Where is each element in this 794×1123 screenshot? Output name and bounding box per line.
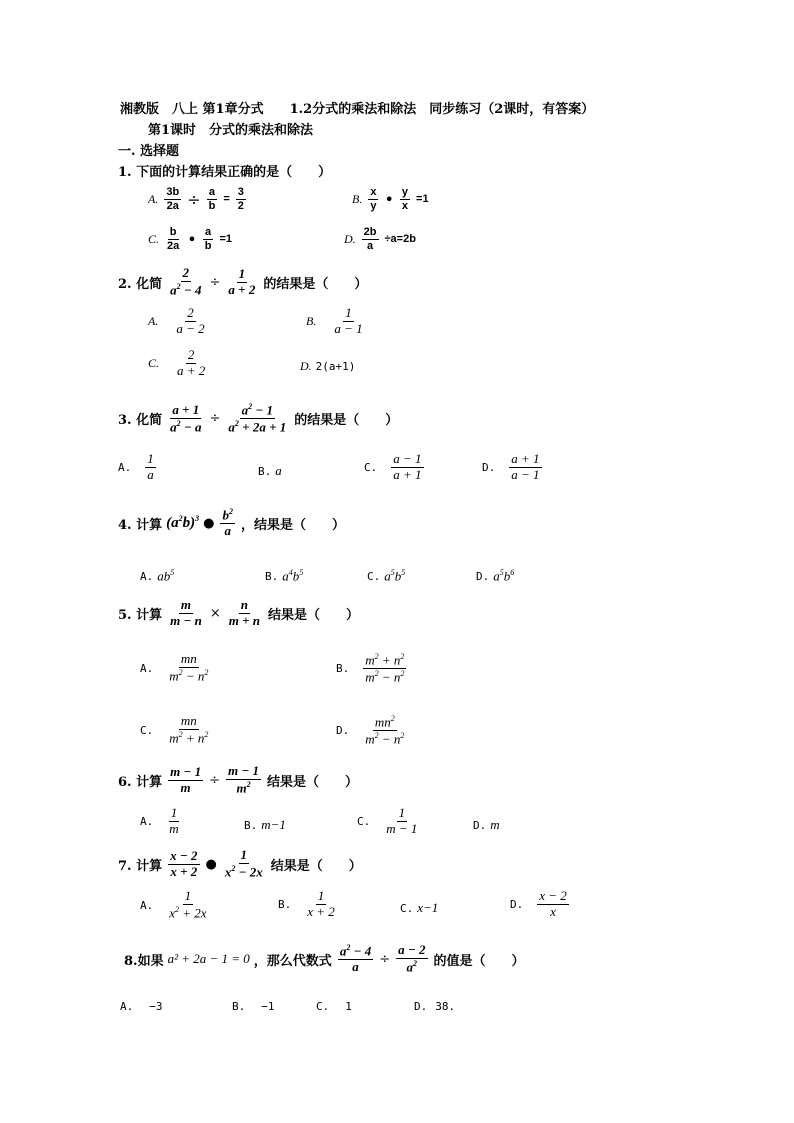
- q3-option-d: D. $\frac{a + 1}{a - 1}$: [482, 451, 540, 482]
- q1-option-c: C. $\frac{b}{2a}$ • $\frac{a}{b}$ =1: [148, 226, 232, 252]
- q8-option-b: B. −1: [232, 1000, 275, 1013]
- q1-option-b: B. $\frac{x}{y}$ • $\frac{y}{x}$ =1: [352, 186, 429, 212]
- q4-option-c: C. $a^5b^5$: [367, 568, 406, 584]
- q3-option-a: A. $\frac{1}{a}$: [118, 451, 154, 482]
- q2-option-a: A. $\frac{2}{a - 2}$: [148, 305, 205, 336]
- q2-option-c: C. $\frac{2}{a + 2}$: [148, 347, 206, 378]
- q5-stem: 5. 计算 $\frac{m}{m - n}$ × $\frac{n}{m + n}$ 结果是（ ）: [118, 597, 360, 628]
- q6-option-b: B. m−1: [244, 817, 286, 832]
- q7-option-c: C. x−1: [400, 900, 439, 915]
- q7-option-b: B. $\frac{1}{x + 2}$: [278, 888, 335, 919]
- q7-option-d: D. $\frac{x - 2}{x}$: [510, 888, 567, 919]
- q8-option-d: D. 38.: [414, 1000, 456, 1013]
- q5-option-c: C. $\frac{mn}{m^2 + n^2}$: [140, 713, 209, 746]
- q8-option-c: C. 1: [316, 1000, 352, 1013]
- q4-option-d: D. $a^5b^6$: [476, 568, 515, 584]
- q6-option-c: C. $\frac{1}{m - 1}$: [357, 805, 418, 836]
- q3-option-c: C. $\frac{a - 1}{a + 1}$: [364, 451, 422, 482]
- q3-option-b: B. a: [258, 463, 282, 478]
- q4-stem: 4. 计算 $(a^2b)^3$ ● $\frac{b^2}{a}$ ，结果是（ ）: [118, 507, 345, 539]
- q5-option-d: D. $\frac{mn^2}{m^2 - n^2}$: [336, 714, 405, 747]
- q3-stem: 3. 化简 $\frac{a + 1}{a^2 - a}$ ÷ $\frac{a^2 - 1}{a^2 + 2a + 1}$ 的结果是（ ）: [118, 401, 399, 435]
- q1-option-d: D. $\frac{2b}{a}$ ÷a=2b: [344, 226, 416, 252]
- q1-stem: 1. 下面的计算结果正确的是（ ）: [118, 165, 332, 180]
- document-title: 湘教版 八上 第1章分式 1.2分式的乘法和除法 同步练习（2课时，有答案）: [120, 102, 595, 117]
- q5-option-b: B. $\frac{m^2 + n^2}{m^2 - n^2}$: [336, 652, 405, 685]
- q2-option-b: B. $\frac{1}{a - 1}$: [306, 305, 363, 336]
- q7-stem: 7. 计算 $\frac{x - 2}{x + 2}$ ● $\frac{1}{x^2 - 2x}$ 结果是（ ）: [118, 847, 362, 880]
- lesson-subtitle: 第1课时 分式的乘法和除法: [148, 123, 314, 138]
- q5-option-a: A. $\frac{mn}{m^2 - n^2}$: [140, 651, 209, 684]
- q6-option-a: A. $\frac{1}{m}$: [140, 805, 179, 836]
- q8-option-a: A. −3: [120, 1000, 163, 1013]
- q7-option-a: A. $\frac{1}{x^2 + 2x}$: [140, 888, 207, 921]
- q8-stem: 8.如果 a² + 2a − 1 = 0 ，那么代数式 $\frac{a^2 - 4}{a}$ ÷ $\frac{a - 2}{a^2}$ 的值是（ ）: [124, 942, 525, 975]
- section-heading: 一. 选择题: [118, 144, 180, 159]
- q4-option-b: B. $a^4b^5$: [265, 568, 304, 584]
- q4-option-a: A. $ab^5$: [140, 568, 175, 584]
- q2-option-d: D. 2(a+1): [300, 359, 356, 373]
- q1-option-a: A. $\frac{3b}{2a}$ ÷ $\frac{a}{b}$ = $\frac{3}{2}$: [148, 186, 244, 212]
- q6-stem: 6. 计算 $\frac{m - 1}{m}$ ÷ $\frac{m - 1}{m^2}$ 结果是（ ）: [118, 763, 359, 796]
- q2-stem: 2. 化简 $\frac{2}{a^2 - 4}$ ÷ $\frac{1}{a + 2}$ 的结果是（ ）: [118, 265, 368, 298]
- q6-option-d: D. m: [473, 817, 500, 832]
